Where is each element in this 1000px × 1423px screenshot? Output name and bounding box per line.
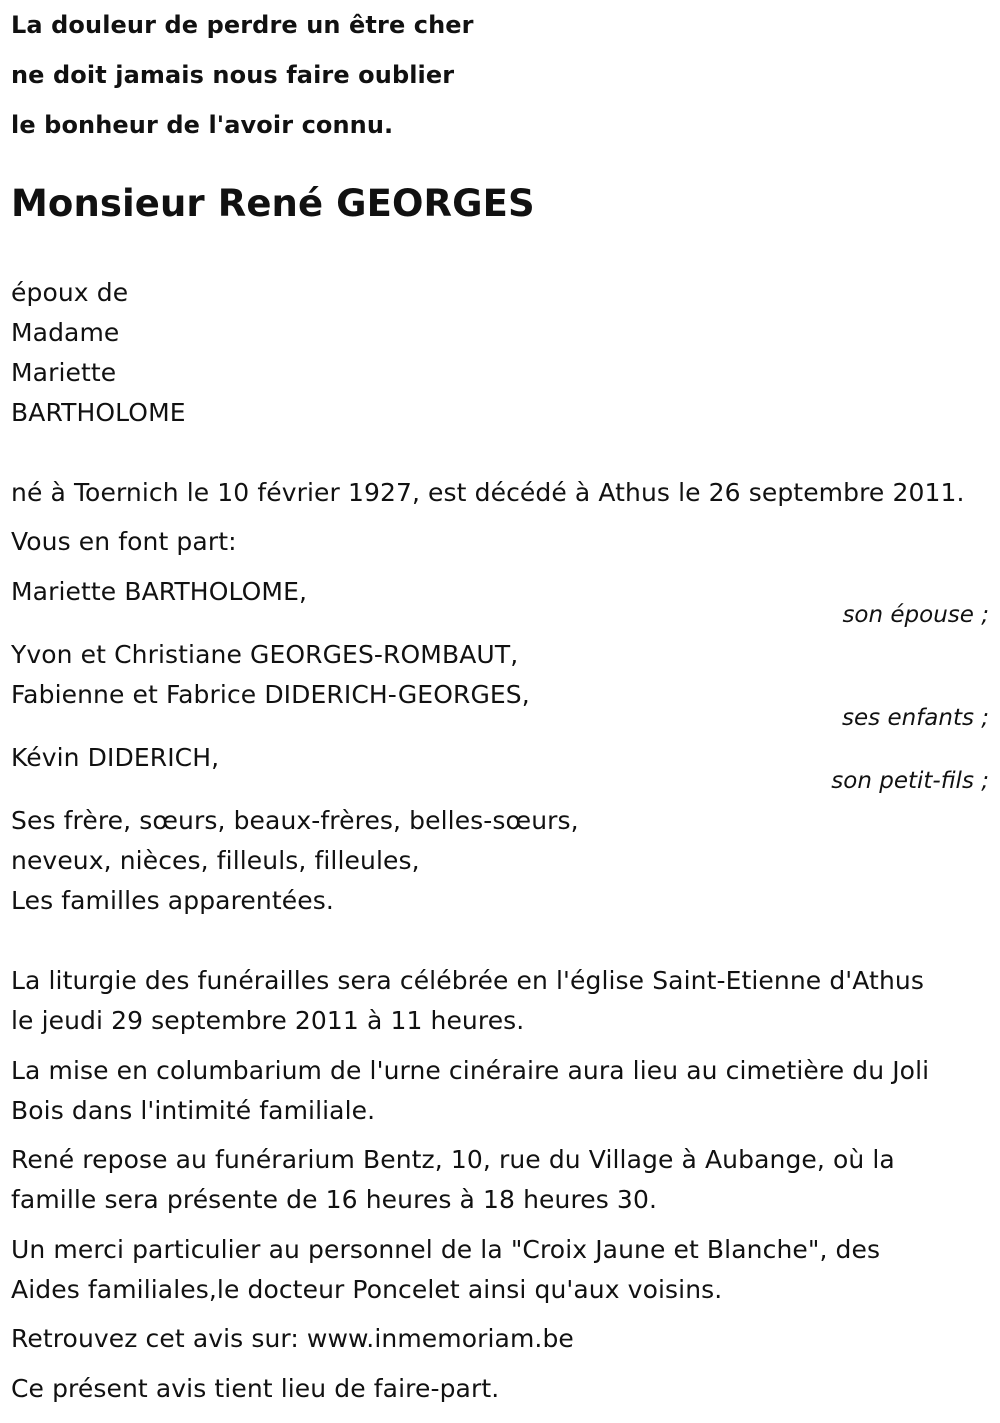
rest-line: famille sera présente de 16 heures à 18 heures 30. xyxy=(11,1185,657,1214)
quote-line: La douleur de perdre un être cher xyxy=(11,11,474,39)
children-role: ses enfants ; xyxy=(842,705,989,731)
spouse-role: son épouse ; xyxy=(842,602,989,628)
announce-intro: Vous en font part: xyxy=(11,527,237,556)
thanks-line: Aides familiales,le docteur Poncelet ainsi qu'aux voisins. xyxy=(11,1275,723,1304)
liturgy-line: La liturgie des funérailles sera célébrée en l'église Saint-Etienne d'Athus xyxy=(11,966,924,995)
columbarium-line: La mise en columbarium de l'urne cinéraire aura lieu au cimetière du Joli xyxy=(11,1056,930,1085)
spouse-line: Madame xyxy=(11,318,120,347)
spouse-line: BARTHOLOME xyxy=(11,398,186,427)
child-line: Fabienne et Fabrice DIDERICH-GEORGES, xyxy=(11,680,530,709)
spouse-line: Mariette xyxy=(11,358,117,387)
relatives-line: Ses frère, sœurs, beaux-frères, belles-sœurs, xyxy=(11,806,579,835)
birth-death-line: né à Toernich le 10 février 1927, est décédé à Athus le 26 septembre 2011. xyxy=(11,478,965,507)
deceased-name: Monsieur René GEORGES xyxy=(11,182,535,225)
closing-line: Ce présent avis tient lieu de faire-part. xyxy=(11,1374,500,1403)
thanks-line: Un merci particulier au personnel de la "Croix Jaune et Blanche", des xyxy=(11,1235,881,1264)
spouse-name: Mariette BARTHOLOME, xyxy=(11,577,308,606)
website-line: Retrouvez cet avis sur: www.inmemoriam.be xyxy=(11,1324,574,1353)
columbarium-line: Bois dans l'intimité familiale. xyxy=(11,1096,376,1125)
liturgy-line: le jeudi 29 septembre 2011 à 11 heures. xyxy=(11,1006,525,1035)
grandchild-role: son petit-fils ; xyxy=(831,768,989,794)
relatives-line: neveux, nièces, filleuls, filleules, xyxy=(11,846,420,875)
spouse-line: époux de xyxy=(11,278,129,307)
quote-line: le bonheur de l'avoir connu. xyxy=(11,111,394,139)
quote-line: ne doit jamais nous faire oublier xyxy=(11,61,455,89)
grandchild-name: Kévin DIDERICH, xyxy=(11,743,220,772)
relatives-line: Les familles apparentées. xyxy=(11,886,334,915)
child-line: Yvon et Christiane GEORGES-ROMBAUT, xyxy=(11,640,519,669)
rest-line: René repose au funérarium Bentz, 10, rue du Village à Aubange, où la xyxy=(11,1145,895,1174)
